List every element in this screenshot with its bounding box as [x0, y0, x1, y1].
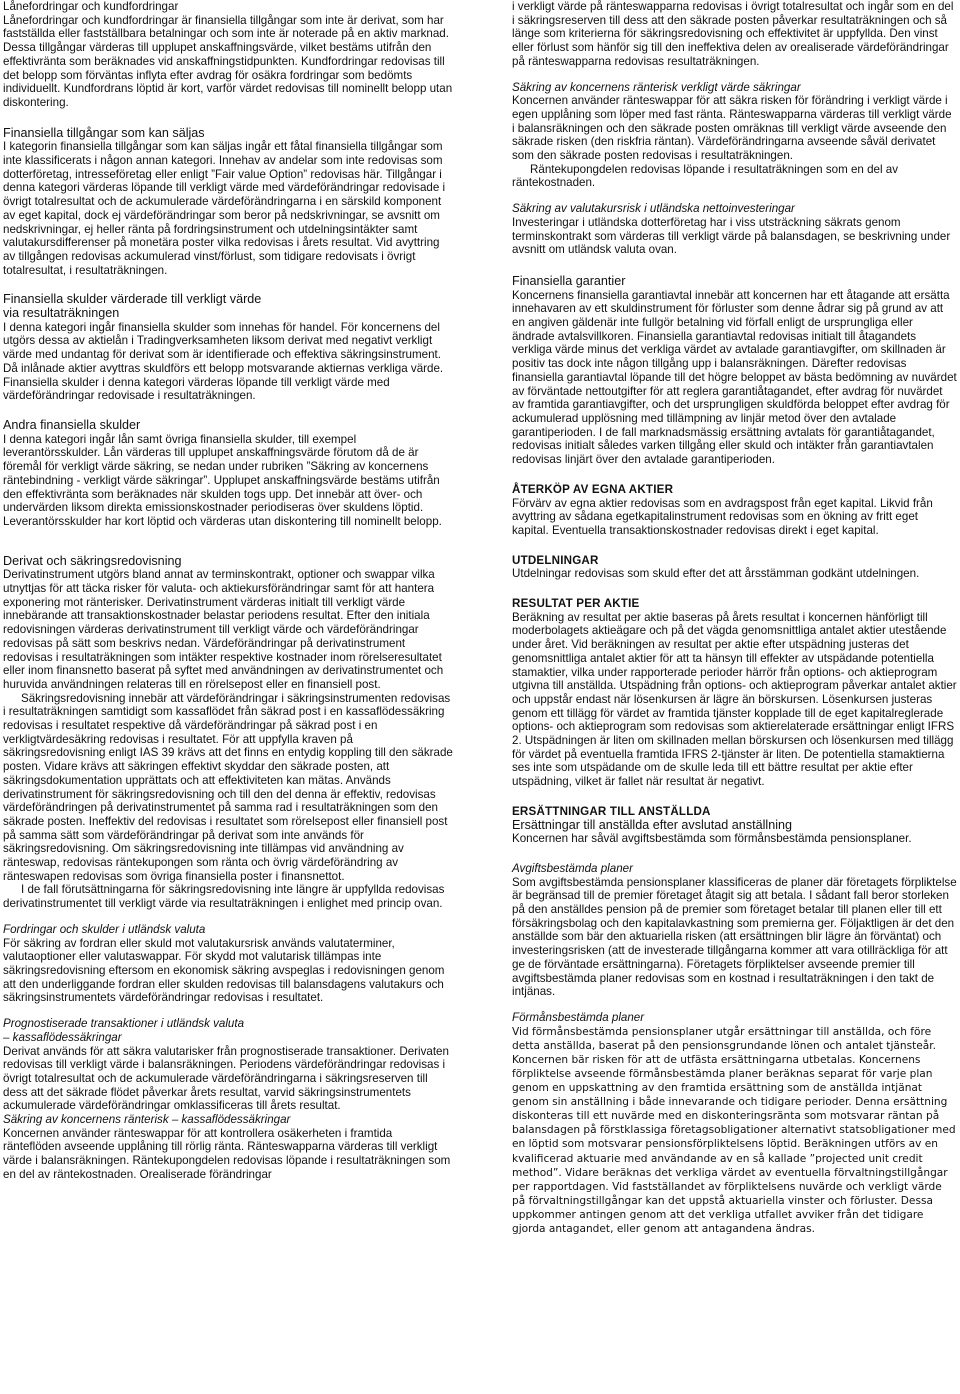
section-lanefordringar — [3, 0, 453, 110]
section-aterkop — [512, 483, 957, 538]
section-heading: ERSÄTTNINGAR TILL ANSTÄLLDA — [512, 804, 711, 818]
section-heading: Säkring av koncernens ränterisk verkligt värde säkringar — [512, 80, 801, 94]
section-kan-saljas — [3, 127, 453, 278]
paragraph: Koncernen använder ränteswappar för att säkra risken för förändring i verkligt värde i egen upplåning som löper med fast ränta. Ränteswapparna värderas till verkligt värde i balansräkningen och den säkrade posten omräknas till verkligt värde avseende den säkrade risken (den riskfria räntan). Värdeförändringarna avseende såväl derivatet som den säkrade posten redovisas i resultaträkningen. — [512, 94, 952, 163]
section-heading: Säkring av valutakursrisk i utländska nettoinvesteringar — [512, 202, 795, 216]
paragraph: Koncernen använder ränteswappar för att kontrollera osäkerheten i framtida ränteflöden avseende upplåning till rörlig ränta. Ränteswapparna värderas till verkligt värde i balansräkningen. Räntekupongdelen redovisas löpande i resultaträkningen som en del av räntekostnaden. Orealiserade förändringar — [3, 1126, 451, 1181]
paragraph: Säkringsredovisning innebär att värdeförändringar i säkringsinstrumenten redovisas i resultaträkningen samtidigt som kassaflödet från säkrad post i en kassaflödessäkring redovisas i resultatet respektive då värdeförändringar på säkrad post i en verkligtvärdesäkring redovisas i resultatet. För att uppfylla kraven på säkringsredovisning enligt IAS 39 krävs att det finns en entydig koppling till den säkrade posten. Vidare krävs att säkringen effektivt skyddar den säkrade posten, att säkringsdokumentation upprättats och att effektiviteten kan mätas. Används derivatinstrument för säkringsredovisning och till den del denna är effektiv, redovisas värdeförändringen på derivatinstrumentet på samma rad i resultaträkningen som den säkrade posten. Ineffektiv del redovisas i resultatet som rörelsepost eller finansiell post på samma sätt som värdeförändringar på derivat som inte används för säkringsredovisning. Om säkringsredovisning inte tillämpas vid användning av ränteswap, redovisas räntekupongen som ränta och övrig värdeförändring av ränteswapen redovisas som övriga finansiella poster i finansnettot. — [3, 691, 453, 883]
paragraph: I kategorin finansiella tillgångar som kan säljas ingår ett fåtal finansiella tillgångar som inte klassificerats i någon annan kategori. Innehav av andelar som inte redovisas som dotterföretag, intresseföretag eller enligt ”Fair value Option” redovisas här. Tillgångar i denna kategori värderas löpande till verkligt värde med värdeförändringar redovisade i övrigt totalresultat och de ackumulerade värdeförändringarna i en särskild komponent av eget kapital, dock ej värdeförändringar som beror på nedskrivningar, se avsnitt om nedskrivningar, ej heller ränta på fordringsinstrument och utdelningsintäkter samt valutakursdifferenser på monetära poster vilka redovisas i årets resultat. Vid avyttring av tillgången redovisas ackumulerad vinst/förlust, som tidigare redovisats i övrigt totalresultat, i resultaträkningen. — [3, 140, 446, 277]
paragraph-continued: i verkligt värde på ränteswapparna redovisas i övrigt totalresultat och ingår som en del i säkringsreserven till dess att den säkrade posten påverkar resultaträkningen och så länge som kriterierna för säkringsredovisning och effektivitet är uppfyllda. Den vinst eller förlust som hänför sig till den ineffektiva delen av orealiserade värdeförändringar på ränteswapparna redovisas resultaträkningen. — [512, 0, 954, 68]
paragraph: Lånefordringar och kundfordringar är finansiella tillgångar som inte är derivat, som har fastställda eller fastställbara betalningar och som inte är noterade på en aktiv marknad. Dessa tillgångar värderas till upplupet anskaffningsvärde, vilket bestäms utifrån den effektivränta som beräknades vid anskaffningstidpunkten. Kundfordringar redovisas till det belopp som förväntas inflyta efter avdrag för osäkra fordringar som bedömts individuellt. Kundfordrans löptid är kort, varför värdet redovisas till nominellt belopp utan diskontering. — [3, 13, 453, 109]
paragraph: Koncernen har såväl avgiftsbestämda som förmånsbestämda pensionsplaner. — [512, 832, 912, 846]
left-column — [3, 0, 453, 1182]
section-ersattningar — [512, 805, 957, 846]
section-subheading: Ersättningar till anställda efter avslutad anställning — [512, 817, 793, 832]
section-heading: RESULTAT PER AKTIE — [512, 597, 640, 611]
paragraph: Koncernens finansiella garantiavtal innebär att koncernen har ett åtagande att ersätta innehavaren av ett skuldinstrument för förluster som denne ådrar sig på grund av att en angiven gäldenär inte fullgör betalning vid förfall enligt de ursprungliga eller ändrade avtalsvillkoren. Finansiella garantiavtal redovisas initialt till åtagandets verkliga värde minus det verkliga värdet av avtalade garantiavgifter, om skillnaden är positiv tas dock inte någon tillgång upp i balansräkningen. Därefter redovisas finansiella garantiavtal löpande till det högre beloppet av bästa bedömning av nuvärdet av förväntade nettoutgifter för att reglera garantiåtagandet, efter avdrag för nuvärdet av framtida garantiavgifter, och det ursprungligen skuldförda beloppet efter avdrag för ackumulerad upplösning med tillämpning av linjär metod över den avtalade garantiperioden. I de fall marknadsmässig ersättning avtalats för garantiåtagandet, redovisas initialt således varken tillgång eller skuld och intäkter från garantiavtalen redovisas linjärt över den avtalade garantiperioden. — [512, 288, 957, 467]
section-heading: Förmånsbestämda planer — [512, 1011, 645, 1024]
section-avgiftsbestamda — [512, 862, 957, 999]
paragraph: Beräkning av resultat per aktie baseras på årets resultat i koncernen hänförligt till moderbolagets aktieägare och på det vägda genomsnittliga antalet aktier utestående under året. Vid beräkningen av resultat per aktie efter utspädning justeras det genomsnittliga antalet aktier för att ta hänsyn till effekter av utspädande potentiella stamaktier, vilka under rapporterade perioder härrör från options- och aktieprogram utgivna till anställda. Utspädning från options- och aktieprogram påverkar antalet aktier och uppstår endast när lösenkursen är lägre än börskursen. Lösenkursen justeras genom ett tillägg för värdet av framtida tjänster kopplade till de eget kapitalreglerade options- och aktieprogram som redovisas som aktierelaterade ersättningar enligt IFRS 2. Utspädningen är liten om skillnaden mellan börskursen och lösenkursen med tillägg för värdet på eventuella framtida IFRS 2-tjänster är liten. De potentiella stamaktierna ses inte som utspädande om de skulle leda till ett bättre resultat per aktie efter utspädning, vilket är fallet när resultat är negativt. — [512, 610, 957, 789]
paragraph: Som avgiftsbestämda pensionsplaner klassificeras de planer där företagets förpliktelse är begränsad till de premier företaget åtagit sig att betala. I sådant fall beror storleken på den anställdes pension på de premier som företaget betalar till planen eller till ett försäkringsbolag och den kapitalavkastning som premierna ger. Följaktligen är det den anställde som bär den aktuariella risken (att ersättningen blir lägre än förväntat) och investeringsrisken (att de investerade tillgångarna kommer att vara otillräckliga för att ge de förväntade ersättningarna). Företagets förpliktelser avseende premier till avgiftsbestämda planer redovisas som en kostnad i resultaträkningen i den takt de intjänas. — [512, 875, 957, 999]
section-heading: Andra finansiella skulder — [3, 417, 141, 432]
paragraph: I de fall förutsättningarna för säkringsredovisning inte längre är uppfyllda redovisas derivatinstrumentet till verkligt värde via resultaträkningen i enlighet med princip ovan. — [3, 883, 445, 911]
section-heading: Avgiftsbestämda planer — [512, 861, 633, 875]
section-heading: Finansiella garantier — [512, 273, 626, 288]
section-formansbestamda — [512, 1011, 957, 1236]
section-nettoinvesteringar — [512, 202, 957, 257]
paragraph: För säkring av fordran eller skuld mot valutakursrisk används valutaterminer, valutaoptioner eller valutaswappar. För skydd mot valutarisk tillämpas inte säkringsredovisning eftersom en ekonomisk säkring avspeglas i redovisningen genom att den underliggande fordran eller skulden redovisas till balansdagens valutakurs och säkringsinstrumentets värdeförändringar redovisas i resultatet. — [3, 936, 445, 1005]
section-heading: ÅTERKÖP AV EGNA AKTIER — [512, 482, 674, 496]
paragraph: Investeringar i utländska dotterföretag har i viss utsträckning säkrats genom terminskontrakt som värderas till verkligt värde på balansdagen, se beskrivning under avsnitt om utländsk valuta ovan. — [512, 215, 951, 257]
paragraph: Förvärv av egna aktier redovisas som en avdragspost från eget kapital. Likvid från avyttring av sådana egetkapitalinstrument redovisas som en ökning av fritt eget kapital. Eventuella transaktionskostnader redovisas direkt i eget kapital. — [512, 496, 933, 537]
paragraph: Derivat används för att säkra valutarisker från prognostiserade transaktioner. Derivaten redovisas till verkligt värde i balansräkningen. Periodens värdeförändringar redovisas i övrigt totalresultat och de ackumulerade värdeförändringarna i säkringsreserven till dess att det säkrade flödet påverkar årets resultat, varvid säkringsinstrumentets ackumulerade värdeförändringar omklassificeras till årets resultat. — [3, 1044, 449, 1113]
section-heading: Derivat och säkringsredovisning — [3, 553, 182, 568]
section-heading: Säkring av koncernens ränterisk – kassaflödessäkringar — [3, 1113, 291, 1127]
section-ranterisk-kassaflode — [3, 1113, 453, 1182]
section-skulder-verkligt-varde — [3, 293, 453, 403]
section-heading-line2: via resultaträkningen — [3, 306, 120, 321]
section-heading: Finansiella tillgångar som kan säljas — [3, 125, 205, 140]
right-column — [512, 0, 957, 1236]
paragraph: I denna kategori ingår lån samt övriga finansiella skulder, till exempel leverantörsskulder. Lån värderas till upplupet anskaffningsvärde förutom då de är föremål för verkligt värde säkring, se nedan under rubriken ”Säkring av koncernens räntebindning - verkligt värde säkringar”. Upplupet anskaffningsvärde bestäms utifrån den effektivränta som beräknades när skulden togs upp. Det innebär att över- och undervärden liksom direkta emissionskostnader periodiseras över skuldens löptid. Leverantörsskulder har kort löptid och värderas utan diskontering till nominellt belopp. — [3, 432, 442, 528]
section-heading: Fordringar och skulder i utländsk valuta — [3, 922, 206, 936]
section-heading: Lånefordringar och kundfordringar — [3, 0, 179, 13]
section-heading-line1: Finansiella skulder värderade till verkligt värde — [3, 292, 262, 307]
section-ranterisk-verkligt — [512, 81, 957, 191]
section-andra-skulder — [3, 419, 453, 529]
section-garantier — [512, 275, 957, 467]
section-resultat-per-aktie — [512, 597, 957, 789]
section-heading-line1: Prognostiserade transaktioner i utländsk valuta — [3, 1017, 245, 1031]
paragraph: Utdelningar redovisas som skuld efter det att årsstämman godkänt utdelningen. — [512, 567, 920, 581]
section-heading: UTDELNINGAR — [512, 553, 599, 567]
paragraph: Vid förmånsbestämda pensionsplaner utgår ersättningar till anställda, och före detta anställda, baserat på den pensionsgrundande lönen och antalet tjänsteår. Koncernen bär risken för att de utfästa ersättningarna utbetalas. Koncernens förpliktelse avseende förmånsbestämda planer beräknas separat för varje plan genom en uppskattning av den framtida ersättning som de anställda intjänat genom sin anställning i både innevarande och tidigare perioder. Denna ersättning diskonteras till ett nuvärde med en diskonteringsränta som motsvarar räntan på balansdagen på förstklassiga företagsobligationer alternativt statsobligationer med en löptid som motsvarar pensionsförpliktelsens löptid. Beräkningen utförs av en kvalificerad aktuarie med användande av en så kallade ”projected unit credit method”. Vidare beräknas det verkliga värdet av eventuella förvaltningstillgångar per rapportdagen. Vid fastställandet av förpliktelsens nuvärde och verkligt värde på förvaltningstillgångar kan det uppstå aktuariella vinster och förluster. Dessa uppkommer antingen genom att det verkliga utfallet avviker från det tidigare gjorda antagandet, eller genom att antagandena ändras. — [512, 1025, 956, 1236]
paragraph: I denna kategori ingår finansiella skulder som innehas för handel. För koncernens del utgörs dessa av aktielån i Tradingverksamheten liksom derivat med negativt verkligt värde med undantag för derivat som är identifierade och effektiva säkringsinstrument. Då inlånade aktier avyttras skuldförs ett belopp motsvarande aktiernas verkliga värde. Finansiella skulder i denna kategori värderas löpande till verkligt värde med värdeförändringar redovisade i resultaträkningen. — [3, 320, 444, 403]
section-derivat — [3, 555, 453, 911]
section-utlandsk-valuta — [3, 923, 453, 1005]
section-prognostiserade — [3, 1017, 453, 1113]
section-utdelningar — [512, 554, 957, 581]
section-heading-line2: – kassaflödessäkringar — [3, 1030, 122, 1044]
paragraph: Derivatinstrument utgörs bland annat av terminskontrakt, optioner och swappar vilka utnyttjas för att täcka risker för valuta- och aktiekursförändringar samt för att hantera exponering mot ränterisker. Derivatinstrument värderas initialt till verkligt värde innebärande att transaktionskostnader belastar periodens resultat. Efter den initiala redovisningen värderas derivatinstrument till verkligt värde och värdeförändringar redovisas på sätt som beskrivs nedan. Värdeförändringar på derivatinstrument redovisas i resultaträkningen som intäkter respektive kostnader inom rörelseresultatet eller inom finansnetto baserat på syftet med användningen av derivatinstrumentet och huruvida användningen relateras till en rörelsepost eller en finansiell post. — [3, 568, 444, 691]
paragraph: Räntekupongdelen redovisas löpande i resultaträkningen som en del av räntekostnaden. — [512, 162, 899, 190]
